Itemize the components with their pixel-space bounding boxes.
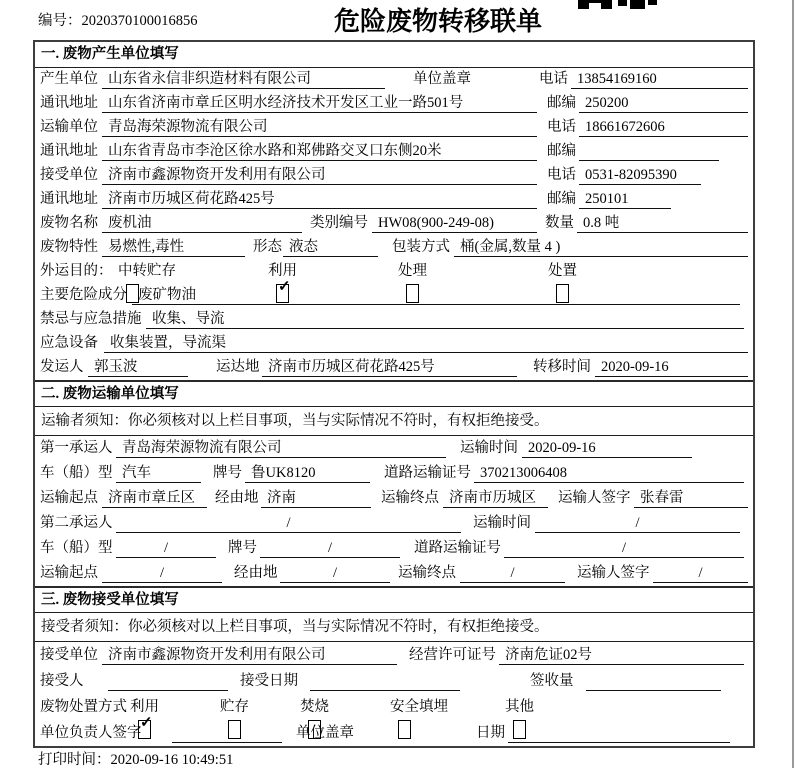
road-cert2-value: / xyxy=(504,539,744,558)
disposal-storage-checkbox xyxy=(228,720,241,739)
disposal-storage-label: 贮存 xyxy=(220,699,249,715)
receive-zip-value: 250101 xyxy=(579,190,671,209)
disposal-option-utilize xyxy=(130,698,220,717)
purpose-transit-storage-label: 中转贮存 xyxy=(118,263,176,279)
receive-date-value xyxy=(310,672,460,691)
purpose-label: 外运目的： xyxy=(40,263,113,279)
taboo-label: 禁忌与应急措施 xyxy=(40,311,142,327)
disposal-incinerate-label: 焚烧 xyxy=(300,699,329,715)
waste-name-label: 废物名称 xyxy=(40,215,98,231)
receive-address-value: 济南市历城区荷花路425号 xyxy=(102,190,537,209)
address-label: 通讯地址 xyxy=(40,191,98,207)
plate-label: 牌号 xyxy=(213,465,242,481)
phone-label: 电话 xyxy=(547,119,576,135)
character-value: 易燃性,毒性 xyxy=(102,238,245,257)
purpose-option-utilize xyxy=(268,262,398,281)
vehicle-type-label: 车（船）型 xyxy=(40,540,113,556)
sender-value: 郭玉波 xyxy=(88,358,188,377)
manifest-form xyxy=(33,40,755,748)
transporter-notice: 运输者须知：你必须核对以上栏目事项，当与实际情况不符时，有权拒绝接受。 xyxy=(35,407,753,436)
sender-label: 发运人 xyxy=(40,359,84,375)
form-value: 液态 xyxy=(283,238,378,257)
address-label: 通讯地址 xyxy=(40,143,98,159)
carrier-sign-label: 运输人签字 xyxy=(558,490,631,506)
character-label: 废物特性 xyxy=(40,239,98,255)
purpose-utilize-label: 利用 xyxy=(268,263,297,279)
equipment-value: 收集装置，导流渠 xyxy=(104,334,748,353)
row-waste-name xyxy=(35,212,753,236)
transport-time-label: 运输时间 xyxy=(460,440,518,456)
serial-value: 2020370100016856 xyxy=(81,13,198,29)
section-transporter xyxy=(35,380,753,586)
purpose-option-treat xyxy=(398,262,548,281)
receive-unit-value: 济南市鑫源物资开发利用有限公司 xyxy=(102,166,537,185)
carrier-sign-label: 运输人签字 xyxy=(577,565,650,581)
section-receiver xyxy=(35,586,753,746)
carrier-sign2-value: / xyxy=(653,564,748,583)
row-carrier1 xyxy=(35,436,753,461)
produce-unit-label: 产生单位 xyxy=(40,71,98,87)
transport-unit-value: 青岛海荣源物流有限公司 xyxy=(102,118,537,137)
disposal-other-label: 其他 xyxy=(505,699,534,715)
disposal-utilize-label: 利用 xyxy=(130,699,159,715)
produce-zip-value: 250200 xyxy=(579,94,748,113)
route-start-label: 运输起点 xyxy=(40,565,98,581)
transport-zip-value xyxy=(579,142,719,161)
route-via-label: 经由地 xyxy=(234,565,278,581)
receipt-qty-value xyxy=(586,672,721,691)
route-end-label: 运输终点 xyxy=(381,490,439,506)
road-cert1-value: 370213006408 xyxy=(474,464,744,483)
row-transport-address xyxy=(35,140,753,164)
purpose-transit-storage-checkbox xyxy=(126,284,139,303)
page-edge-line xyxy=(792,0,794,768)
transfer-time-label: 转移时间 xyxy=(533,359,591,375)
disposal-option-storage xyxy=(220,698,300,717)
transport-address-value: 山东省青岛市李沧区徐水路和郑佛路交叉口东侧20米 xyxy=(102,142,537,161)
carrier1-value: 青岛海荣源物流有限公司 xyxy=(116,439,446,458)
road-cert-label: 道路运输证号 xyxy=(384,465,471,481)
carrier2-label: 第二承运人 xyxy=(40,515,113,531)
zip-label: 邮编 xyxy=(547,143,576,159)
print-time-label: 打印时间： xyxy=(38,752,111,768)
vehicle-type1-value: 汽车 xyxy=(116,464,201,483)
print-time-line xyxy=(38,748,233,769)
receiver-person-value xyxy=(108,672,228,691)
disposal-landfill-checkbox xyxy=(398,720,411,739)
license-value: 济南危证02号 xyxy=(499,646,744,665)
disposal-option-landfill xyxy=(390,698,505,717)
transport-time-label: 运输时间 xyxy=(473,515,531,531)
quantity-value: 0.8 吨 xyxy=(577,214,748,233)
zip-label: 邮编 xyxy=(547,95,576,111)
purpose-option-transit-storage xyxy=(118,262,268,281)
disposal-other-checkbox xyxy=(513,720,526,739)
produce-address-value: 山东省济南市章丘区明水经济技术开发区工业一路501号 xyxy=(102,94,537,113)
manager-sign-label: 单位负责人签字 xyxy=(40,725,142,741)
row-carrier2 xyxy=(35,511,753,536)
route-via2-value: / xyxy=(280,564,390,583)
row-vehicle2 xyxy=(35,536,753,561)
taboo-value: 收集、导流 xyxy=(146,310,744,329)
destination-value: 济南市历城区荷花路425号 xyxy=(262,358,517,377)
phone-label: 电话 xyxy=(547,167,576,183)
row-transport-unit xyxy=(35,116,753,140)
row-vehicle1 xyxy=(35,461,753,486)
date-label: 日期 xyxy=(476,725,505,741)
plate1-value: 鲁UK8120 xyxy=(245,464,370,483)
route-via1-value: 济南 xyxy=(261,489,371,508)
row-main-component xyxy=(35,284,753,308)
disposal-option-incinerate xyxy=(300,698,390,717)
equipment-label: 应急设备 xyxy=(40,335,98,351)
receiver-person-label: 接受人 xyxy=(40,673,84,689)
route-start2-value: / xyxy=(102,564,222,583)
section-producer-title: 一. 废物产生单位填写 xyxy=(35,42,753,68)
date-value xyxy=(508,724,730,743)
road-cert-label: 道路运输证号 xyxy=(414,540,501,556)
row-route2 xyxy=(35,561,753,586)
row-route1 xyxy=(35,486,753,511)
receiver-notice: 接受者须知：你必须核对以上栏目事项，当与实际情况不符时，有权拒绝接受。 xyxy=(35,613,753,642)
quantity-label: 数量 xyxy=(545,215,574,231)
row-sender xyxy=(35,356,753,380)
route-end1-value: 济南市历城区 xyxy=(443,489,548,508)
receipt-qty-label: 签收量 xyxy=(530,673,574,689)
receiver-unit-value: 济南市鑫源物资开发利用有限公司 xyxy=(102,646,397,665)
row-receive-unit xyxy=(35,164,753,188)
purpose-dispose-checkbox xyxy=(556,284,569,303)
purpose-utilize-checkbox xyxy=(276,284,289,303)
row-produce-unit xyxy=(35,68,753,92)
disposal-landfill-label: 安全填埋 xyxy=(390,699,448,715)
unit-seal-label: 单位盖章 xyxy=(296,725,354,741)
receive-unit-label: 接受单位 xyxy=(40,167,98,183)
disposal-method-label: 废物处置方式 xyxy=(40,699,127,715)
row-waste-character xyxy=(35,236,753,260)
section-transporter-title: 二. 废物运输单位填写 xyxy=(35,380,753,407)
vehicle-type2-value: / xyxy=(116,539,216,558)
row-emergency-equipment xyxy=(35,332,753,356)
receiver-unit-label: 接受单位 xyxy=(40,647,98,663)
phone-label: 电话 xyxy=(539,71,568,87)
route-start-label: 运输起点 xyxy=(40,490,98,506)
transport-phone-value: 18661672606 xyxy=(579,118,748,137)
disposal-incinerate-checkbox xyxy=(308,720,321,739)
route-via-label: 经由地 xyxy=(215,490,259,506)
disposal-utilize-checkbox xyxy=(138,720,151,739)
transport-time1-value: 2020-09-16 xyxy=(522,439,692,458)
vehicle-type-label: 车（船）型 xyxy=(40,465,113,481)
disposal-option-other xyxy=(505,698,534,717)
carrier1-label: 第一承运人 xyxy=(40,440,113,456)
plate-label: 牌号 xyxy=(228,540,257,556)
row-purpose xyxy=(35,260,753,284)
carrier2-value: / xyxy=(116,514,461,533)
row-taboo-measures xyxy=(35,308,753,332)
transport-time2-value: / xyxy=(535,514,740,533)
destination-label: 运达地 xyxy=(216,359,260,375)
section-producer xyxy=(35,42,753,380)
section-receiver-title: 三. 废物接受单位填写 xyxy=(35,586,753,613)
form-label: 形态 xyxy=(253,239,282,255)
category-label: 类别编号 xyxy=(310,215,368,231)
package-value: 桶(金属,数量 4 ) xyxy=(454,238,748,257)
license-label: 经营许可证号 xyxy=(409,647,496,663)
route-end-label: 运输终点 xyxy=(398,565,456,581)
manager-sign-value xyxy=(172,724,282,743)
row-disposal-method xyxy=(35,694,753,720)
produce-phone-value: 13854169160 xyxy=(571,70,748,89)
address-label: 通讯地址 xyxy=(40,95,98,111)
carrier-sign1-value: 张春雷 xyxy=(634,489,748,508)
produce-unit-value: 山东省永信非织造材料有限公司 xyxy=(102,70,385,89)
qr-code-fragment-icon xyxy=(578,0,658,9)
route-end2-value: / xyxy=(460,564,565,583)
plate2-value: / xyxy=(260,539,400,558)
component-value: 废矿物油 xyxy=(132,286,740,305)
page-title: 危险废物转移联单 xyxy=(334,7,543,36)
serial-number-line xyxy=(38,9,198,30)
row-receiver-person xyxy=(35,668,753,694)
transport-unit-label: 运输单位 xyxy=(40,119,98,135)
purpose-treat-label: 处理 xyxy=(398,263,427,279)
purpose-dispose-label: 处置 xyxy=(548,263,577,279)
waste-name-value: 废机油 xyxy=(102,214,302,233)
transfer-time-value: 2020-09-16 xyxy=(595,358,748,377)
route-start1-value: 济南市章丘区 xyxy=(102,489,207,508)
row-receiver-unit xyxy=(35,642,753,668)
purpose-option-dispose xyxy=(548,262,577,281)
zip-label: 邮编 xyxy=(547,191,576,207)
unit-seal-label: 单位盖章 xyxy=(413,71,471,87)
row-produce-address xyxy=(35,92,753,116)
package-label: 包装方式 xyxy=(392,239,450,255)
receive-date-label: 接受日期 xyxy=(240,673,298,689)
serial-label: 编号： xyxy=(38,13,82,29)
receive-phone-value: 0531-82095390 xyxy=(579,166,701,185)
print-time-value: 2020-09-16 10:49:51 xyxy=(110,752,234,768)
row-receive-address xyxy=(35,188,753,212)
category-value: HW08(900-249-08) xyxy=(372,214,537,233)
component-label: 主要危险成分 xyxy=(40,287,127,303)
purpose-treat-checkbox xyxy=(406,284,419,303)
